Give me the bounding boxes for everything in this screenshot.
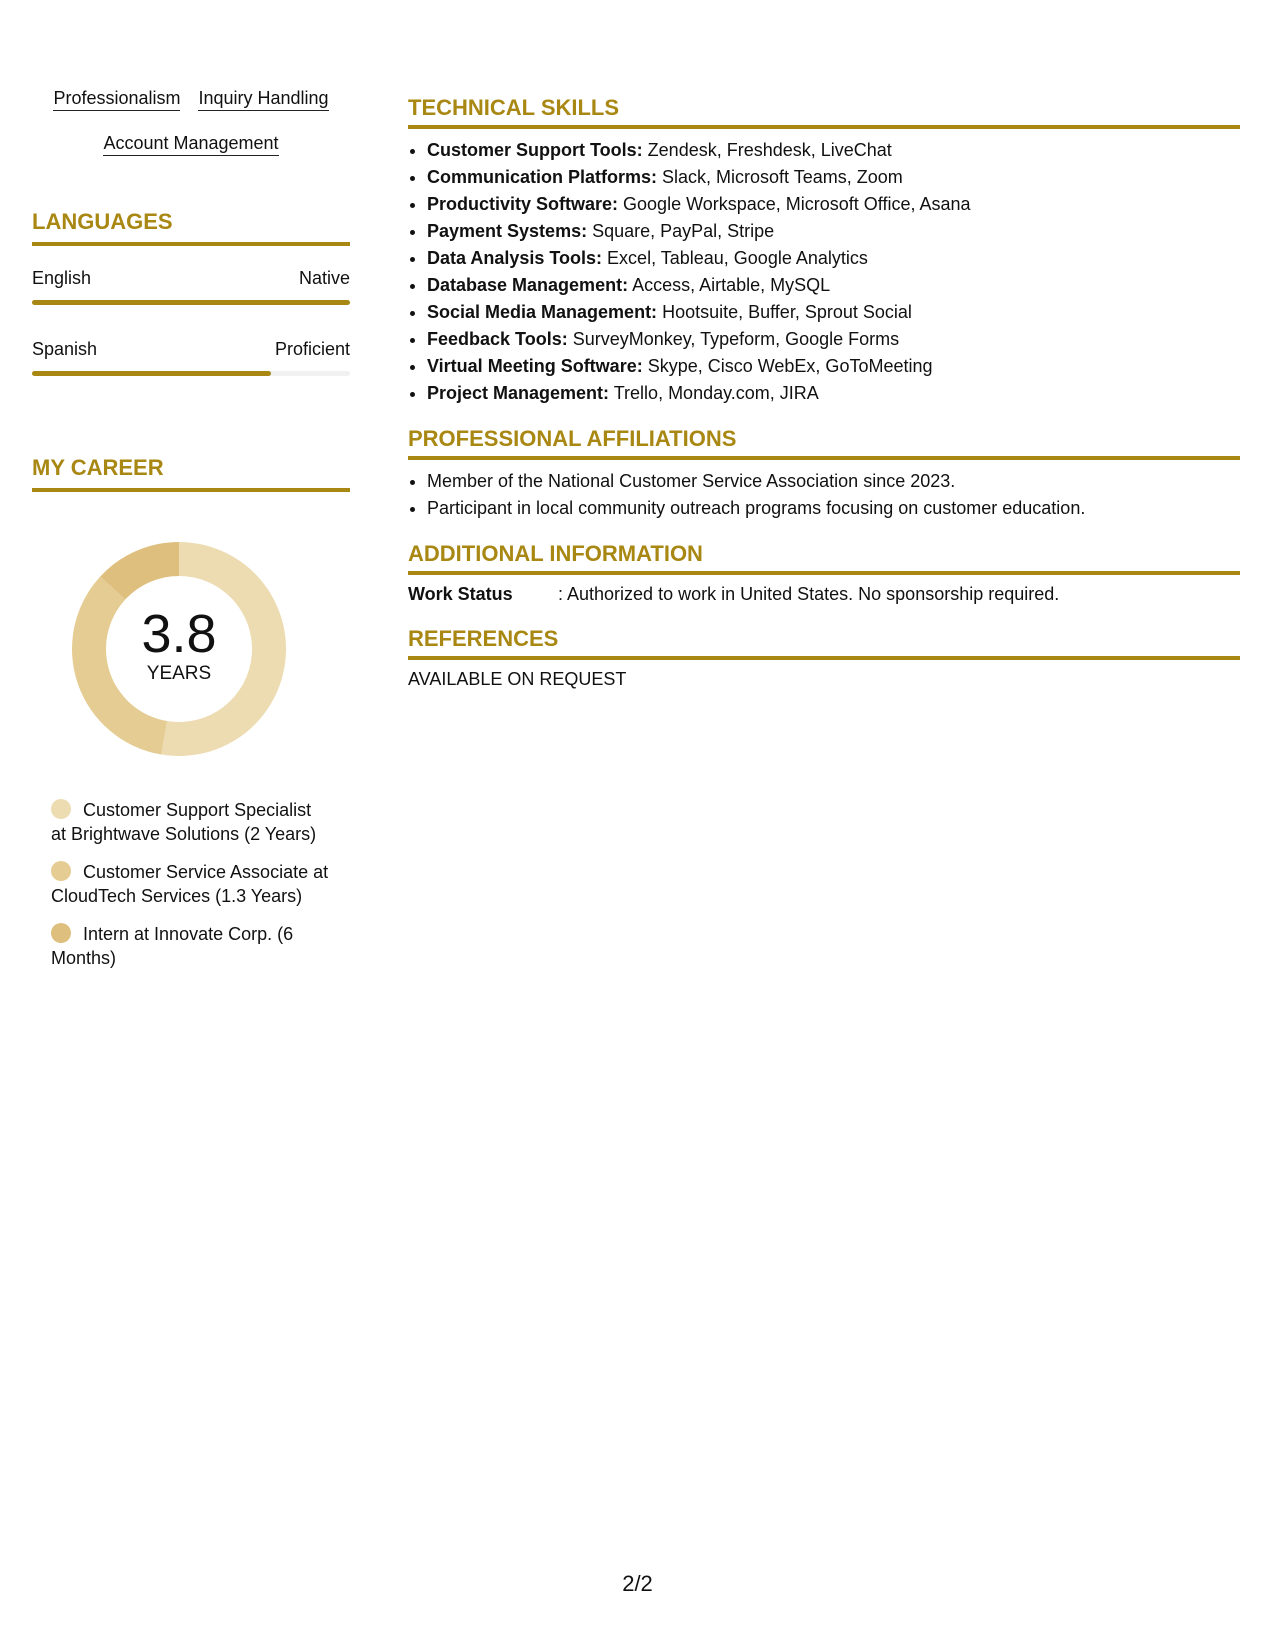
skill-values: Hootsuite, Buffer, Sprout Social <box>657 302 912 322</box>
career-legend-label: Customer Service Associate at CloudTech Services (1.3 Years) <box>51 862 329 906</box>
career-donut-chart <box>66 536 292 762</box>
affiliations-heading: PROFESSIONAL AFFILIATIONS <box>408 425 1240 460</box>
career-legend-item <box>51 922 331 970</box>
career-heading: MY CAREER <box>32 454 350 492</box>
left-column <box>32 86 350 984</box>
list-item <box>427 191 1240 218</box>
language-name: Spanish <box>32 339 98 359</box>
additional-info-section <box>408 540 1240 607</box>
skill-tag: Account Management <box>103 131 278 156</box>
skill-values: Access, Airtable, MySQL <box>628 275 831 295</box>
skill-category: Virtual Meeting Software: <box>427 356 643 376</box>
language-row <box>32 266 350 305</box>
career-section <box>32 454 350 970</box>
list-item <box>427 380 1240 407</box>
affiliations-section <box>408 425 1240 522</box>
skill-values: Google Workspace, Microsoft Office, Asana <box>618 194 971 214</box>
career-total-value: 3.8 <box>141 604 217 664</box>
career-legend-item <box>51 798 331 846</box>
skill-values: Zendesk, Freshdesk, LiveChat <box>642 140 892 160</box>
list-item <box>427 164 1240 191</box>
additional-info-heading: ADDITIONAL INFORMATION <box>408 540 1240 575</box>
skill-category: Database Management: <box>427 275 629 295</box>
technical-skills-list <box>408 137 1240 407</box>
languages-heading: LANGUAGES <box>32 208 350 246</box>
skill-values: Slack, Microsoft Teams, Zoom <box>657 167 903 187</box>
work-status-label: Work Status <box>408 584 513 604</box>
list-item <box>427 272 1240 299</box>
skill-values: Trello, Monday.com, JIRA <box>609 383 819 403</box>
skill-values: SurveyMonkey, Typeform, Google Forms <box>567 329 900 349</box>
references-section <box>408 625 1240 692</box>
list-item <box>427 353 1240 380</box>
language-bar-fill <box>32 371 271 376</box>
skill-category: Feedback Tools: <box>427 329 568 349</box>
legend-dot-icon <box>51 799 71 819</box>
legend-dot-icon <box>51 923 71 943</box>
language-level: Proficient <box>274 339 350 359</box>
career-legend <box>51 798 331 970</box>
career-legend-item <box>51 860 331 908</box>
career-legend-label: Customer Support Specialist at Brightwave Solutions (2 Years) <box>51 800 317 844</box>
skill-values: Square, PayPal, Stripe <box>587 221 775 241</box>
skill-category: Project Management: <box>427 383 610 403</box>
legend-dot-icon <box>51 861 71 881</box>
references-heading: REFERENCES <box>408 625 1240 660</box>
right-column <box>408 94 1240 710</box>
references-text: AVAILABLE ON REQUEST <box>408 669 627 689</box>
list-item <box>427 218 1240 245</box>
technical-skills-heading: TECHNICAL SKILLS <box>408 94 1240 129</box>
skill-tag: Professionalism <box>53 86 180 111</box>
skill-category: Customer Support Tools: <box>427 140 643 160</box>
skill-values: Excel, Tableau, Google Analytics <box>602 248 868 268</box>
skill-tag: Inquiry Handling <box>198 86 328 111</box>
page-number: 2/2 <box>622 1571 653 1596</box>
language-bar <box>32 371 350 376</box>
skill-category: Communication Platforms: <box>427 167 658 187</box>
skill-category: Payment Systems: <box>427 221 588 241</box>
skill-values: Skype, Cisco WebEx, GoToMeeting <box>642 356 933 376</box>
languages-section <box>32 208 350 376</box>
donut-center <box>66 536 292 762</box>
language-bar <box>32 300 350 305</box>
list-item: • Participant in local community outreach programs focusing on customer education. <box>427 495 1240 522</box>
language-name: English <box>32 268 92 288</box>
list-item <box>427 137 1240 164</box>
career-total-unit: YEARS <box>146 663 212 684</box>
language-row <box>32 337 350 376</box>
skill-category: Social Media Management: <box>427 302 658 322</box>
work-status-value: : Authorized to work in United States. No sponsorship required. <box>558 584 1060 604</box>
list-item <box>427 299 1240 326</box>
work-status-row <box>408 581 1240 607</box>
skill-category: Data Analysis Tools: <box>427 248 603 268</box>
career-legend-label: Intern at Innovate Corp. (6 Months) <box>51 924 294 968</box>
list-item <box>427 245 1240 272</box>
skill-category: Productivity Software: <box>427 194 619 214</box>
skill-tags <box>32 86 350 156</box>
list-item: • Member of the National Customer Service Association since 2023. <box>427 468 1240 495</box>
language-bar-fill <box>32 300 350 305</box>
list-item <box>427 326 1240 353</box>
affiliations-list <box>408 468 1240 522</box>
language-level: Native <box>298 268 350 288</box>
technical-skills-section <box>408 94 1240 407</box>
